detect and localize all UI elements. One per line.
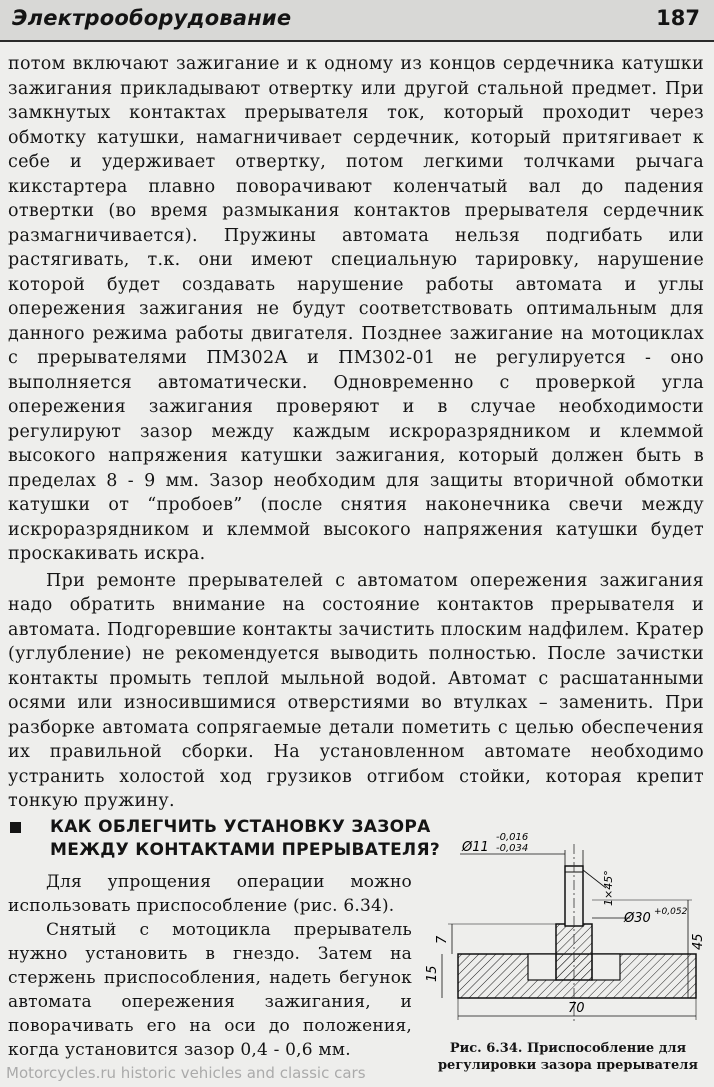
height-45-label: 45 <box>691 933 706 950</box>
fixture-drawing <box>420 826 710 1038</box>
base-slot-right <box>592 954 620 980</box>
dim-15-label: 15 <box>425 965 440 982</box>
figure-caption <box>426 1040 710 1074</box>
square-bullet-icon <box>10 822 21 833</box>
shaft-diameter-label: Ø11 <box>462 840 489 855</box>
shaft-tol-lower: -0,034 <box>496 843 529 854</box>
header-title: Электрооборудование <box>12 6 292 30</box>
section-heading-line-2: МЕЖДУ КОНТАКТАМИ ПРЕРЫВАТЕЛЯ? <box>50 840 441 860</box>
caption-line-1: Рис. 6.34. Приспособление для <box>449 1041 687 1056</box>
section-paragraph-1: Для упрощения операции можно использовать приспособление (рис. 6.34). <box>8 872 412 916</box>
base-slot-left <box>528 954 556 980</box>
main-text <box>8 52 704 814</box>
bore-diameter-label: Ø30 <box>624 911 651 926</box>
chamfer-label: 1×45° <box>602 870 615 906</box>
body-paragraph-2: При ремонте прерывателей с автоматом опережения зажигания надо обратить внимание на состояние контактов прерывателя и автомата. Подгоревшие контакты зачистить плоским надфилем. Кратер (углубление) не рекомендуется выводить полностью. После зачистки контакты промыть теплой мыльной водой. Автомат с расшатанными осями или износившимися отверстиями во втулках – заменить. При разборке автомата сопрягаемые детали пометить с целью обеспечения их правильной сборки. На установленном автомате необходимо устранить холостой ход грузиков отгибом стойки, которая крепит тонкую пружину. <box>8 570 704 811</box>
bore-tol: +0,052 <box>654 907 688 917</box>
shaft-tol-upper: -0,016 <box>496 832 529 843</box>
section-paragraph-2: Снятый с мотоцикла прерыватель нужно установить в гнездо. Затем на стержень приспособления, надеть бегунок автомата опережения зажигания, и поворачивать его на оси до положения, когда установится зазор 0,4 - 0,6 мм. <box>8 920 412 1060</box>
watermark: Motorcycles.ru historic vehicles and classic cars <box>6 1064 366 1082</box>
caption-line-2: регулировки зазора прерывателя <box>437 1058 699 1073</box>
section-heading <box>10 816 480 862</box>
width-70-label: 70 <box>568 1001 585 1016</box>
page-number: 187 <box>656 6 700 30</box>
running-header <box>0 0 714 42</box>
dim-7-label: 7 <box>435 935 450 944</box>
figure-6-34 <box>420 826 710 1038</box>
body-paragraph-1: потом включают зажигание и к одному из концов сердечника катушки зажигания прикладывают отвертку или другой стальной предмет. При замкнутых контактах прерывателя ток, который проходит через обмотку катушки, намагничивает сердечник, который притягивает к себе и удерживает отвертку, потом легкими толчками рычага кикстартера плавно поворачивают коленчатый вал до падения отвертки (во время размыкания контактов прерывателя сердечник размагничивается). Пружины автомата нельзя подгибать или растягивать, т.к. они имеют специальную тарировку, нарушение которой будет создавать нарушение работы автомата и углы опережения зажигания не будут соответствовать оптимальным для данного режима работы двигателя. Позднее зажигание на мотоциклах с прерывателями ПМ302А и ПМ302-01 не регулируется - оно выполняется автоматически. Одновременно с проверкой угла опережения зажигания проверяют и в случае необходимости регулируют зазор между каждым искроразрядником и клеммой высокого напряжения катушки зажигания, который должен быть в пределах 8 - 9 мм. Зазор необходим для защиты вторичной обмотки катушки от “пробоев” (после снятия наконечника свечи между искроразрядником и клеммой высокого напряжения катушки будет проскакивать искра. <box>8 54 704 564</box>
section-text <box>8 870 412 1062</box>
section-heading-line-1: КАК ОБЛЕГЧИТЬ УСТАНОВКУ ЗАЗОРА <box>50 817 431 837</box>
